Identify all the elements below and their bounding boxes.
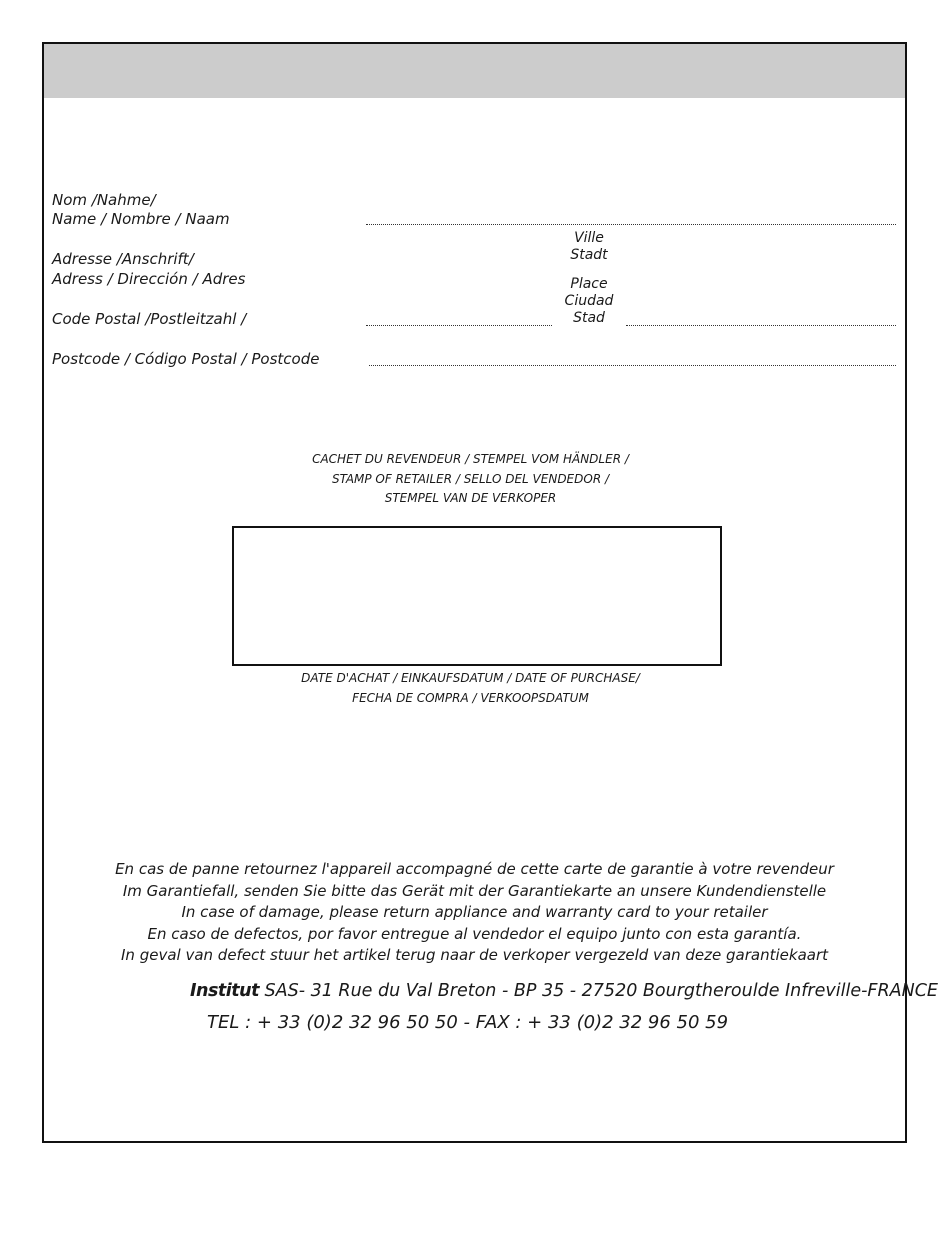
postal-label-line1: Code Postal /Postleitzahl / (52, 310, 247, 328)
name-field[interactable] (366, 224, 896, 225)
warranty-line-en: In case of damage, please return appliance and warranty card to your retailer (181, 903, 768, 921)
company-street-address: SAS- 31 Rue du Val Breton - BP 35 - 27520 Bourgtheroulde Infreville-FRANCE (264, 981, 938, 1001)
postal-code-field[interactable] (366, 325, 552, 326)
header-band (44, 44, 905, 98)
city-label-stad: Stad (573, 310, 605, 326)
city-field[interactable] (626, 325, 896, 326)
brand-name: Institut (190, 981, 259, 1001)
warranty-line-fr: En cas de panne retournez l'appareil accompagné de cette carte de garantie à votre revendeur (115, 860, 834, 878)
address-label-line1: Adresse /Anschrift/ (52, 250, 194, 268)
stamp-caption-line2: STAMP OF RETAILER / SELLO DEL VENDEDOR / (331, 471, 610, 486)
postcode-field[interactable] (369, 365, 896, 366)
company-phone-fax: TEL : + 33 (0)2 32 96 50 50 - FAX : + 33 (0)2 32 96 50 59 (207, 1012, 729, 1033)
stamp-caption-line1: CACHET DU REVENDEUR / STEMPEL VOM HÄNDLER / (312, 452, 629, 466)
stamp-caption-line3: STEMPEL VAN DE VERKOPER (384, 491, 557, 505)
name-label-line2: Name / Nombre / Naam (52, 210, 230, 228)
warranty-card (42, 42, 938, 1143)
warranty-instructions (44, 859, 905, 967)
warranty-line-es: En caso de defectos, por favor entregue al vendedor el equipo junto con esta garantía. (147, 924, 802, 943)
address-label-line2: Adress / Dirección / Adres (52, 270, 246, 288)
purchase-date-caption-line1: DATE D'ACHAT / EINKAUFSDATUM / DATE OF PURCHASE/ (301, 671, 640, 685)
purchase-date-caption-line2: FECHA DE COMPRA / VERKOOPSDATUM (352, 691, 589, 705)
warranty-line-nl: In geval van defect stuur het artikel terug naar de verkoper vergezeld van deze garantiekaart (121, 946, 828, 964)
city-label-stadt: Stadt (570, 247, 608, 263)
warranty-line-de: Im Garantiefall, senden Sie bitte das Gerät mit der Garantiekarte an unsere Kundendienstelle (122, 881, 827, 900)
city-label-ville: Ville (574, 230, 604, 246)
company-address (190, 980, 938, 1002)
postal-label-line2: Postcode / Código Postal / Postcode (52, 350, 320, 368)
retailer-stamp-box[interactable] (232, 526, 722, 666)
city-label-ciudad: Ciudad (564, 293, 614, 309)
city-label-place: Place (570, 276, 608, 292)
name-label-line1: Nom /Nahme/ (52, 191, 156, 209)
